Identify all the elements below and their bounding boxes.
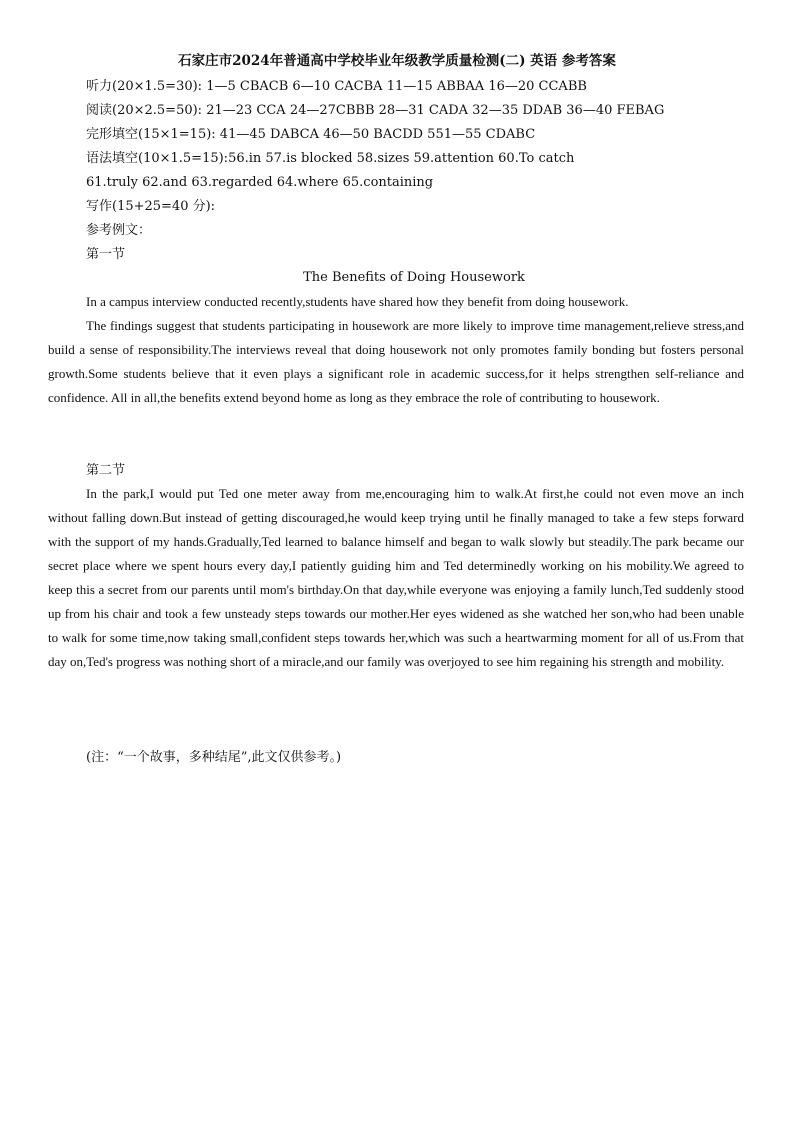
section1-paragraph-2: The findings suggest that students participating in housework are more likely to improve time management,relieve stress,and build a sense of responsibility.The interviews reveal that doing housework not only promotes family bonding but fosters personal growth.Some students believe that it even plays a significant role in academic success,for it helps strengthen self-reliance and confidence. All in all,the benefits extend beyond home as long as they embrace the role of contributing to housework.: [48, 318, 744, 405]
section2-paragraph: In the park,I would put Ted one meter away from me,encouraging him to walk.At first,he could not even move an inch without falling down.But instead of getting discouraged,he would keep trying until he finally managed to take a few steps forward with the support of my hands.Gradually,Ted learned to balance himself and began to walk slowly but steadily.The park became our secret place where we spent hours every day,I patiently guiding him and Ted determinedly working on his mobility.We agreed to keep this a secret from our parents until mom's birthday.On that day,while everyone was enjoying a family lunch,Ted suddenly stood up from his chair and took a few unsteady steps towards our mother.Her eyes widened as she watched her son,who had been unable to walk for some time,now taking small,confident steps towards her,which was such a heartwarming moment for all of us.From that day on,Ted's progress was nothing short of a miracle,and our family was overjoyed to see him regaining his strength and mobility.: [48, 486, 744, 669]
page-title: 石家庄市2024年普通高中学校毕业年级教学质量检测(二) 英语 参考答案: [178, 53, 616, 69]
grammar-answers-2: 61.truly 62.and 63.regarded 64.where 65.containing: [86, 175, 434, 190]
grammar-answers-1: 语法填空(10×1.5=15):56.in 57.is blocked 58.sizes 59.attention 60.To catch: [86, 151, 575, 166]
footnote: (注：“一个故事，多种结尾”,此文仅供参考。): [86, 750, 342, 765]
reading-answers: 阅读(20×2.5=50): 21—23 CCA 24—27CBBB 28—31 CADA 32—35 DDAB 36—40 FEBAG: [86, 103, 665, 118]
writing-score: 写作(15+25=40 分):: [86, 199, 216, 214]
section2-label: 第二节: [86, 463, 126, 478]
section1-label: 第一节: [86, 247, 126, 262]
section1-paragraph-1: In a campus interview conducted recently,students have shared how they benefit from doing housework.: [86, 294, 629, 309]
listening-answers: 听力(20×1.5=30): 1—5 CBACB 6—10 CACBA 11—15 ABBAA 16—20 CCABB: [86, 79, 587, 94]
cloze-answers: 完形填空(15×1=15): 41—45 DABCA 46—50 BACDD 551—55 CDABC: [86, 127, 536, 142]
sample-label: 参考例文：: [86, 223, 152, 238]
essay-title: The Benefits of Doing Housework: [303, 270, 525, 285]
